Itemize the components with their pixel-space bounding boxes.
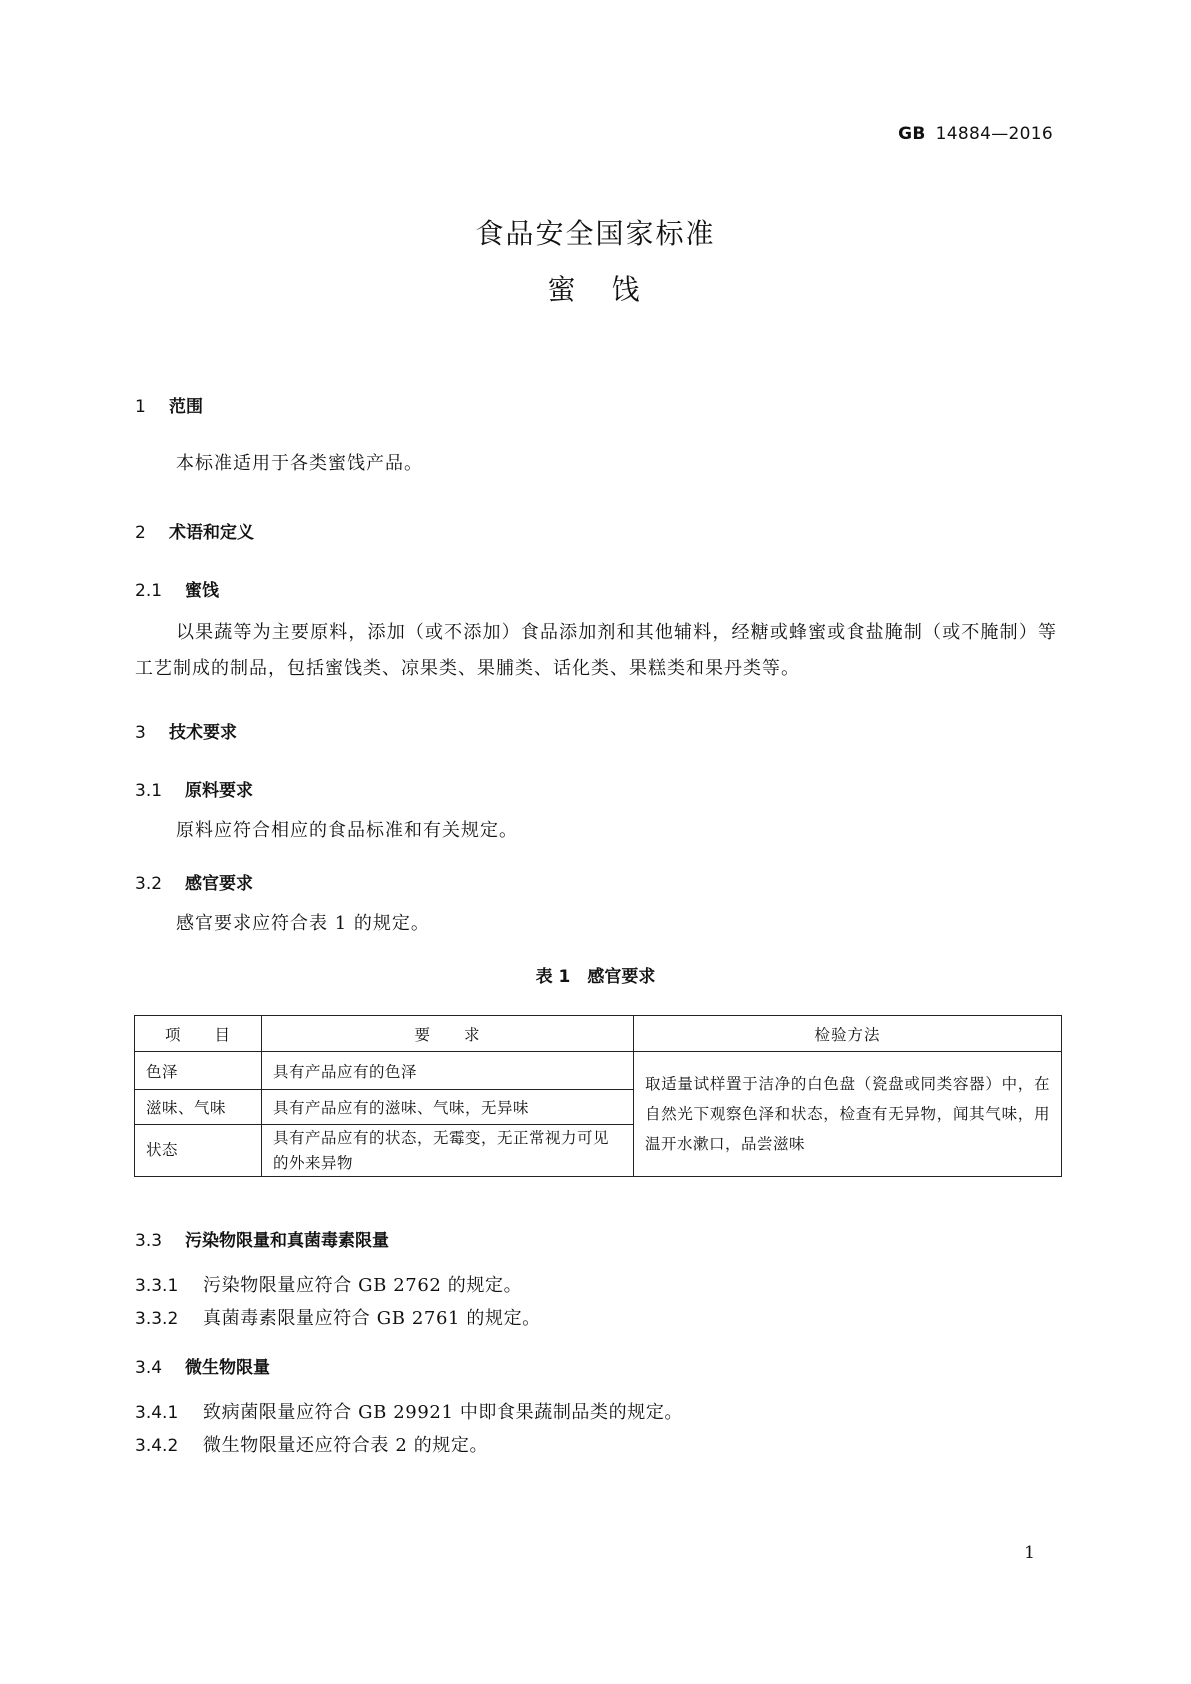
row-item: 色泽	[135, 1052, 262, 1090]
inspection-method: 取适量试样置于洁净的白色盘（瓷盘或同类容器）中，在自然光下观察色泽和状态，检查有无异物，闻其气味，用温开水漱口，品尝滋味	[634, 1052, 1062, 1177]
row-requirement: 具有产品应有的色泽	[262, 1052, 634, 1090]
sensory-requirements-table	[134, 1015, 1062, 1177]
document-subtitle: 蜜 饯	[547, 273, 644, 306]
clause-3-4-1: 3.4.1 致病菌限量应符合 GB 29921 中即食果蔬制品类的规定。	[135, 1402, 684, 1423]
page-number: 1	[1024, 1543, 1035, 1563]
clause-3-4-2: 3.4.2 微生物限量还应符合表 2 的规定。	[135, 1435, 489, 1456]
row-requirement: 具有产品应有的滋味、气味，无异味	[262, 1090, 634, 1125]
section-3-2-text: 感官要求应符合表 1 的规定。	[176, 913, 430, 934]
header-item: 项 目	[135, 1016, 262, 1052]
section-3-2-heading: 3.2 感官要求	[135, 874, 253, 894]
header-method: 检验方法	[634, 1016, 1062, 1052]
gb-prefix: GB	[898, 124, 926, 144]
table-header-row	[135, 1016, 1062, 1052]
section-2-heading: 2 术语和定义	[135, 523, 254, 543]
section-3-1-text: 原料应符合相应的食品标准和有关规定。	[176, 820, 518, 841]
section-1-heading: 1 范围	[135, 397, 203, 417]
document-title: 食品安全国家标准	[475, 217, 716, 250]
row-item: 状态	[135, 1125, 262, 1177]
header-requirement: 要 求	[262, 1016, 634, 1052]
clause-3-3-2: 3.3.2 真菌毒素限量应符合 GB 2761 的规定。	[135, 1308, 541, 1329]
section-3-3-heading: 3.3 污染物限量和真菌毒素限量	[135, 1231, 389, 1251]
section-2-1-heading: 2.1 蜜饯	[135, 581, 219, 601]
standard-number: 14884—2016	[935, 124, 1053, 144]
section-2-1-text: 以果蔬等为主要原料，添加（或不添加）食品添加剂和其他辅料，经糖或蜂蜜或食盐腌制（或不腌制）等工艺制成的制品，包括蜜饯类、凉果类、果脯类、话化类、果糕类和果丹类等。	[135, 622, 1057, 679]
standard-code	[898, 124, 1053, 144]
row-requirement: 具有产品应有的状态，无霉变，无正常视力可见的外来异物	[262, 1125, 634, 1177]
section-3-4-heading: 3.4 微生物限量	[135, 1358, 270, 1378]
table-1-caption: 表 1 感官要求	[535, 967, 656, 987]
row-item: 滋味、气味	[135, 1090, 262, 1125]
section-1-text: 本标准适用于各类蜜饯产品。	[176, 453, 423, 474]
section-3-1-heading: 3.1 原料要求	[135, 781, 253, 801]
clause-3-3-1: 3.3.1 污染物限量应符合 GB 2762 的规定。	[135, 1275, 523, 1296]
section-3-heading: 3 技术要求	[135, 723, 237, 743]
table-row	[135, 1052, 1062, 1090]
